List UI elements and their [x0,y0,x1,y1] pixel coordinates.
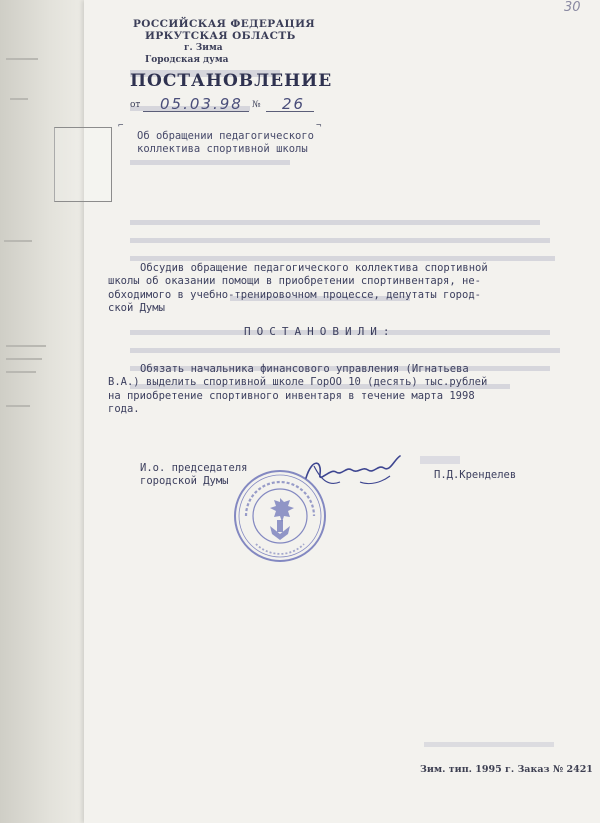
date-prefix: от [130,100,141,110]
underlying-sheet-edge [0,0,84,823]
header-city: г. Зима [184,43,223,53]
subject [137,130,314,156]
number-handwritten: 26 [282,95,306,113]
number-prefix: № [252,100,261,110]
header-body: Городская дума [145,55,229,65]
ghost-mark [10,98,28,100]
signatory-role-line: И.о. председателя [140,462,248,474]
signatory-name: П.Д.Кренделев [434,469,517,481]
preamble-line: Обсудив обращение педагогического коллектива спортивной [140,262,488,274]
header-country: РОССИЙСКАЯ ФЕДЕРАЦИЯ [133,18,316,30]
ghost-mark [6,345,46,347]
signatory-role-line: городской Думы [140,475,229,487]
ghost-mark [6,371,36,373]
preamble-line: школы об оказании помощи в приобретении спортинвентаря, не- [108,275,481,287]
ghost-lines [420,740,560,752]
document-title: ПОСТАНОВЛЕНИЕ [130,71,333,91]
print-shop-footer: Зим. тип. 1995 г. Заказ № 2421 [420,764,593,775]
corner-mark-left: ⌐ [118,121,124,131]
ghost-mark [6,58,38,60]
ghost-mark [6,405,30,407]
resolved-heading: ПОСТАНОВИЛИ: [244,325,396,338]
ghost-mark [420,456,460,464]
subject-line: коллектива спортивной школы [137,143,308,155]
attached-card [54,127,112,202]
page-number: 30 [564,0,581,15]
subject-line: Об обращении педагогического [137,130,315,142]
header-region: ИРКУТСКАЯ ОБЛАСТЬ [145,30,296,42]
resolution-line: В.А.) выделить спортивной школе ГорОО 10 (десять) тыс.рублей [108,376,488,388]
preamble-line: обходимого в учебно-тренировочном процессе, депутаты город- [108,289,481,301]
preamble-line: ской Думы [108,302,165,314]
handwritten-signature [300,452,404,492]
resolution-line: Обязать начальника финансового управления (Игнатьева [140,363,469,375]
resolution-line: года. [108,403,140,415]
resolution-line: на приобретение спортивного инвентаря в течение марта 1998 [108,390,475,402]
corner-mark-right: ¬ [316,121,322,131]
ghost-mark [4,240,32,242]
ghost-mark [6,358,42,360]
date-handwritten: 05.03.98 [160,95,243,113]
